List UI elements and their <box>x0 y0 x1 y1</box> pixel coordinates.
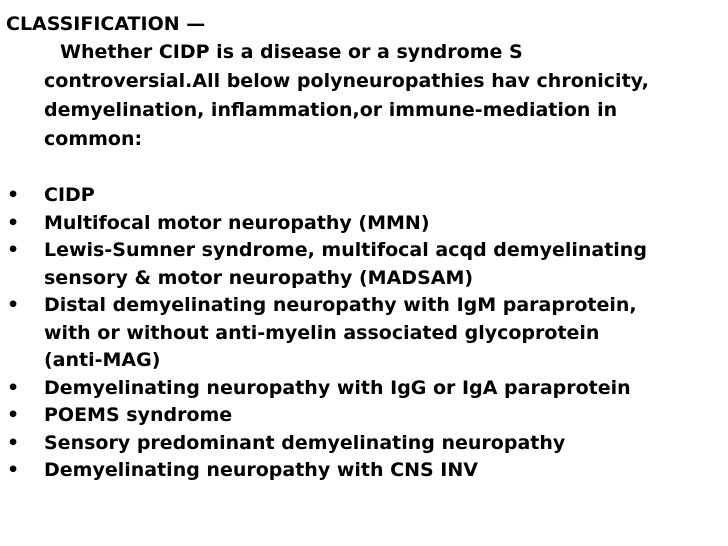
bullet-icon: • <box>7 431 20 454</box>
bullet-text: Multifocal motor neuropathy (MMN) <box>44 211 430 234</box>
bullet-text: Demyelinating neuropathy with CNS INV <box>44 459 478 481</box>
intro-line: controversial.All below polyneuropathies hav chronicity, <box>44 70 649 92</box>
bullet-text: POEMS syndrome <box>44 404 233 426</box>
bullet-icon: • <box>7 376 20 399</box>
bullet-text: Distal demyelinating neuropathy with IgM paraprotein, <box>44 294 637 316</box>
bullet-item-sensory <box>0 430 647 458</box>
intro-line: demyelination, inflammation,or immune-mediation in <box>44 99 618 121</box>
bullet-list <box>0 182 647 485</box>
bullet-item-cns <box>0 457 647 485</box>
bullet-item-mmn <box>0 210 647 238</box>
bullet-item-igg-iga <box>0 375 647 403</box>
intro-line: Whether CIDP is a disease or a syndrome S <box>60 41 523 63</box>
bullet-text: Sensory predominant demyelinating neuropathy <box>44 431 566 454</box>
bullet-item-anti-mag <box>0 292 647 375</box>
slide-heading: CLASSIFICATION — <box>6 13 206 35</box>
intro-paragraph <box>44 38 728 154</box>
bullet-icon: • <box>7 294 20 316</box>
intro-line: common: <box>44 128 143 150</box>
bullet-icon: • <box>7 184 20 206</box>
bullet-text: Lewis-Sumner syndrome, multifocal acqd demyelinating <box>44 239 647 261</box>
bullet-icon: • <box>7 459 20 481</box>
bullet-icon: • <box>7 404 20 426</box>
bullet-text: with or without anti-myelin associated glycoprotein <box>44 321 600 344</box>
bullet-icon: • <box>7 239 20 261</box>
bullet-text: CIDP <box>44 184 95 206</box>
bullet-item-cidp <box>0 182 647 210</box>
bullet-text: (anti-MAG) <box>44 349 161 371</box>
bullet-item-madsam <box>0 237 647 292</box>
bullet-text: sensory & motor neuropathy (MADSAM) <box>44 266 474 289</box>
bullet-item-poems <box>0 402 647 430</box>
bullet-icon: • <box>7 211 20 234</box>
bullet-text: Demyelinating neuropathy with IgG or IgA paraprotein <box>44 376 631 399</box>
